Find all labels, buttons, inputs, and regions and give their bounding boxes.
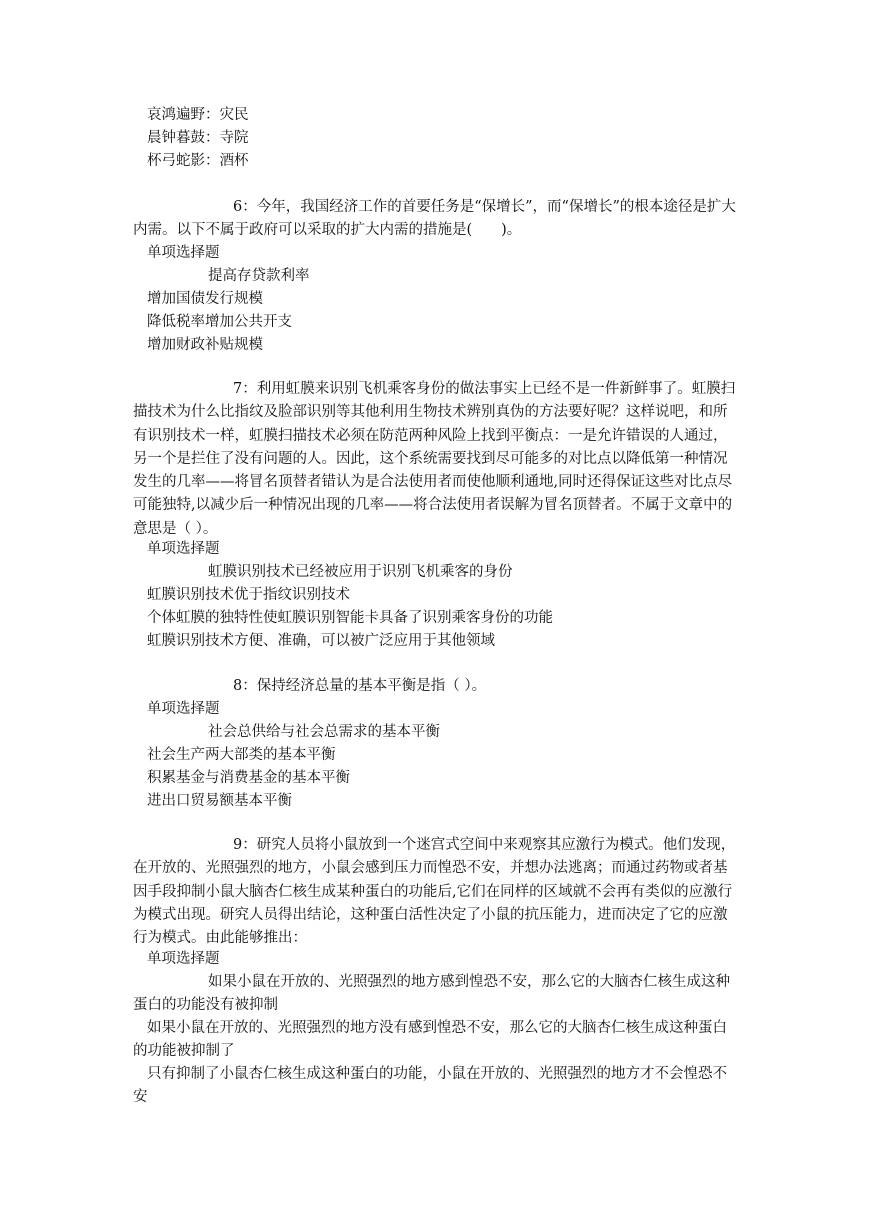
- question-type-label: 单项选择题: [147, 541, 220, 557]
- question-8-stem: [133, 675, 738, 698]
- option-c[interactable]: [133, 1063, 738, 1110]
- question-type-label: 单项选择题: [147, 701, 220, 717]
- option-d[interactable]: 增加财政补贴规模: [147, 337, 263, 353]
- question-type-label: 单项选择题: [147, 245, 220, 261]
- option-text: 只有抑制了小鼠杏仁核生成这种蛋白的功能，小鼠在开放的、光照强烈的地方才不会惶恐不安: [133, 1066, 727, 1106]
- question-text: 保持经济总量的基本平衡是指（ ）。: [256, 678, 487, 694]
- question-number: 6：: [233, 199, 257, 215]
- option-a[interactable]: 虹膜识别技术已经被应用于识别飞机乘客的身份: [208, 564, 513, 580]
- option-c[interactable]: 降低税率增加公共开支: [147, 314, 292, 330]
- option-c[interactable]: 积累基金与消费基金的基本平衡: [147, 770, 350, 786]
- option-text: 如果小鼠在开放的、光照强烈的地方没有感到惶恐不安，那么它的大脑杏仁核生成这种蛋白的功能被抑制了: [133, 1020, 727, 1060]
- option-b[interactable]: 社会生产两大部类的基本平衡: [147, 747, 336, 763]
- option-c[interactable]: 个体虹膜的独特性使虹膜识别智能卡具备了识别乘客身份的功能: [147, 610, 553, 626]
- question-text: 利用虹膜来识别飞机乘客身份的做法事实上已经不是一件新鲜事了。虹膜扫描技术为什么比指纹及脸部识别等其他利用生物技术辨别真伪的方法要好呢？这样说吧，和所有识别技术一样，虹膜扫描技术必须在防范两种风险上找到平衡点：一是允许错误的人通过，另一个是拦住了没有问题的人。因此，这个系统需要找到尽可能多的对比点以降低第一种情况发生的几率——将冒名顶替者错认为是合法使用者而使他顺利通地,同时还得保证这些对比点尽可能独特,以减少后一种情况出现的几率——将合法使用者误解为冒名顶替者。不属于文章中的意思是（ ）。: [133, 381, 736, 537]
- option-b[interactable]: [133, 1017, 738, 1064]
- option-d[interactable]: 进出口贸易额基本平衡: [147, 793, 292, 809]
- option-b[interactable]: 增加国债发行规模: [147, 291, 263, 307]
- question-text: 今年，我国经济工作的首要任务是“保增长”，而“保增长”的根本途径是扩大内需。以下不属于政府可以采取的扩大内需的措施是( )。: [133, 199, 736, 239]
- question-type-label: 单项选择题: [147, 951, 220, 967]
- option-a[interactable]: 提高存贷款利率: [208, 268, 310, 284]
- question-9-stem: [133, 834, 738, 950]
- question-6-stem: [133, 196, 738, 243]
- question-text: 研究人员将小鼠放到一个迷宫式空间中来观察其应激行为模式。他们发现，在开放的、光照强烈的地方，小鼠会感到压力而惶恐不安，并想办法逃离；而通过药物或者基因手段抑制小鼠大脑杏仁核生成某种蛋白的功能后,它们在同样的区域就不会再有类似的应激行为模式出现。研究人员得出结论，这种蛋白活性决定了小鼠的抗压能力，进而决定了它的应激行为模式。由此能够推出：: [133, 837, 736, 947]
- question-7-stem: [133, 378, 738, 541]
- idiom-line: 哀鸿遍野：灾民: [147, 107, 249, 123]
- option-a[interactable]: [133, 971, 738, 1018]
- option-d[interactable]: 虹膜识别技术方便、准确，可以被广泛应用于其他领域: [147, 633, 495, 649]
- option-a[interactable]: 社会总供给与社会总需求的基本平衡: [208, 724, 440, 740]
- idiom-line: 晨钟暮鼓：寺院: [147, 130, 249, 146]
- question-number: 8：: [233, 678, 257, 694]
- option-b[interactable]: 虹膜识别技术优于指纹识别技术: [147, 587, 350, 603]
- question-number: 7：: [233, 381, 257, 397]
- option-text: 如果小鼠在开放的、光照强烈的地方感到惶恐不安，那么它的大脑杏仁核生成这种蛋白的功能没有被抑制: [133, 974, 730, 1014]
- question-number: 9：: [233, 837, 257, 853]
- idiom-line: 杯弓蛇影：酒杯: [147, 153, 249, 169]
